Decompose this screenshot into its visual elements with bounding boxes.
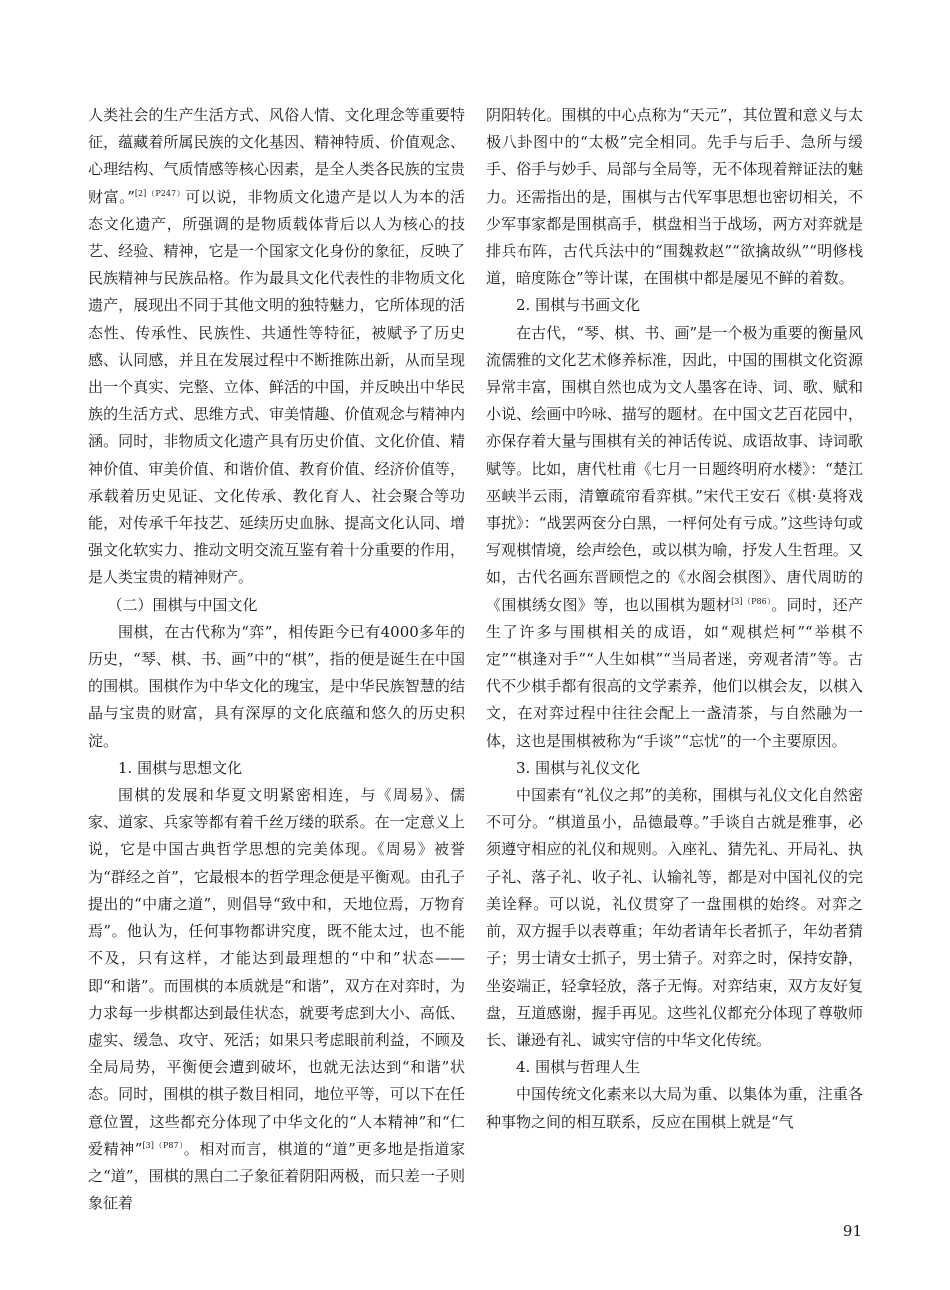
page-number: 91	[842, 1222, 862, 1240]
citation: [3]（P87）	[142, 1140, 184, 1150]
subheading-etiquette-culture: 3. 围棋与礼仪文化	[516, 758, 641, 777]
page	[88, 102, 863, 1222]
paragraph-thought-culture: 围棋的发展和华夏文明紧密相连，与《周易》、儒家、道家、兵家等都有着千丝万缕的联系。在一定意义上说，它是中国古典哲学思想的完美体现。《周易》被誉为“群经之首”，它最根本的哲学理念便是平衡观。由孔子提出的“中庸之道”，则倡导“致中和，天地位焉，万物育焉”。他认为，任何事物都讲究度，既不能太过，也不能不及，只有这样，才能达到最理想的“中和”状态——即“和谐”。而围棋的本质就是“和谐”，双方在对弈时，为力求每一步棋都达到最佳状态，就要考虑到大小、高低、虚实、缓急、攻守、死活；如果只考虑眼前利益，不顾及全局局势，平衡便会遭到破坏，也就无法达到“和谐”状态。同时，围棋的棋子数目相同，地位平等，可以下在任意位置，这些都充分体现了中华文化的“人本精神”和“仁爱精神”$^{[3](P87)}$。相对而言，棋道的“道”更多地是指道家之“道”，围棋的黑白二子象征着阴阳两极，而只差一子则象征着	[88, 786, 465, 1213]
subheading-philosophy-life: 4. 围棋与哲理人生	[516, 1058, 641, 1077]
section-heading-weiqi-culture: （二）围棋与中国文化	[107, 595, 258, 614]
right-column	[486, 102, 863, 1222]
paragraph-philosophy-life: 中国传统文化素来以大局为重、以集体为重，注重各种事物之间的相互联系，反应在围棋上就是“气	[486, 1085, 863, 1131]
paragraph-etiquette-culture: 中国素有“礼仪之邦”的美称，围棋与礼仪文化自然密不可分。“棋道虽小，品德最尊。”手谈自古就是雅事，必须遵守相应的礼仪和规则。入座礼、猜先礼、开局礼、执子礼、落子礼、收子礼、认输礼等，都是对中国礼仪的完美诠释。可以说，礼仪贯穿了一盘围棋的始终。对弈之前，双方握手以表尊重；年幼者请年长者抓子，年幼者猜子；男士请女士抓子，男士猜子。对弈之时，保持安静，坐姿端正，轻拿轻放，落子无悔。对弈结束，双方友好复盘，互道感谢，握手再见。这些礼仪都充分体现了尊敬师长、谦逊有礼、诚实守信的中华文化传统。	[486, 786, 863, 1049]
paragraph-weiqi-intro: 围棋，在古代称为“弈”，相传距今已有4000多年的历史，“琴、棋、书、画”中的“棋”，指的便是诞生在中国的围棋。围棋作为中华文化的瑰宝，是中华民族智慧的结晶与宝贵的财富，具有深厚的文化底蕴和悠久的历史积淀。	[88, 622, 465, 750]
citation: [3]（P86）	[731, 596, 772, 606]
citation: [2]（P247）	[134, 188, 186, 198]
left-column	[88, 102, 465, 1222]
subheading-thought-culture: 1. 围棋与思想文化	[118, 758, 243, 777]
subheading-painting-culture: 2. 围棋与书画文化	[516, 296, 641, 315]
paragraph-yinyang: 阴阳转化。围棋的中心点称为“天元”，其位置和意义与太极八卦图中的“太极”完全相同。先手与后手、急所与缓手、俗手与妙手、局部与全局等，无不体现着辩证法的魅力。还需指出的是，围棋与古代军事思想也密切相关，不少军事家都是围棋高手，棋盘相当于战场，两方对弈就是排兵布阵，古代兵法中的“围魏救赵”“欲擒故纵”“明修栈道，暗度陈仓”等计谋，在围棋中都是屡见不鲜的着数。	[486, 106, 863, 288]
paragraph-painting-culture: 在古代，“琴、棋、书、画”是一个极为重要的衡量风流儒雅的文化艺术修养标准，因此，中国的围棋文化资源异常丰富，围棋自然也成为文人墨客在诗、词、歌、赋和小说、绘画中吟咏、描写的题材。在中国文艺百花园中，亦保存着大量与围棋有关的神话传说、成语故事、诗词歌赋等。比如，唐代杜甫《七月一日题终明府水楼》：“楚江巫峡半云雨，清簟疏帘看弈棋。”宋代王安石《棋·莫将戏事扰》：“战罢两奁分白黑，一枰何处有亏成。”这些诗句或写观棋情境，绘声绘色，或以棋为喻，抒发人生哲理。又如，古代名画东晋顾恺之的《水阁会棋图》、唐代周昉的《围棋绣女图》等，也以围棋为题材$^{[3](P86)}$。同时，还产生了许多与围棋相关的成语，如“观棋烂柯”“举棋不定”“棋逢对手”“人生如棋”“当局者迷，旁观者清”等。古代不少棋手都有很高的文学素养，他们以棋会友，以棋入文，在对弈过程中往往会配上一盏清茶，与自然融为一体，这也是围棋被称为“手谈”“忘忧”的一个主要原因。	[486, 323, 863, 750]
paragraph-heritage: 人类社会的生产生活方式、风俗人情、文化理念等重要特征，蕴藏着所属民族的文化基因、精神特质、价值观念、心理结构、气质情感等核心因素，是全人类各民族的宝贵财富。”$^{[2](P247)}$可以说，非物质文化遗产是以人为本的活态文化遗产，所强调的是物质载体背后以人为核心的技艺、经验、精神，它是一个国家文化身份的象征，反映了民族精神与民族品格。作为最具文化代表性的非物质文化遗产，展现出不同于其他文明的独特魅力，它所体现的活态性、传承性、民族性、共通性等特征，被赋予了历史感、认同感，并且在发展过程中不断推陈出新，从而呈现出一个真实、完整、立体、鲜活的中国，并反映出中华民族的生活方式、思维方式、审美情趣、价值观念与精神内涵。同时，非物质文化遗产具有历史价值、文化价值、精神价值、审美价值、和谐价值、教育价值、经济价值等，承载着历史见证、文化传承、教化育人、社会聚合等功能，对传承千年技艺、延续历史血脉、提高文化认同、增强文化软实力、推动文明交流互鉴有着十分重要的作用，是人类宝贵的精神财产。	[88, 106, 465, 587]
